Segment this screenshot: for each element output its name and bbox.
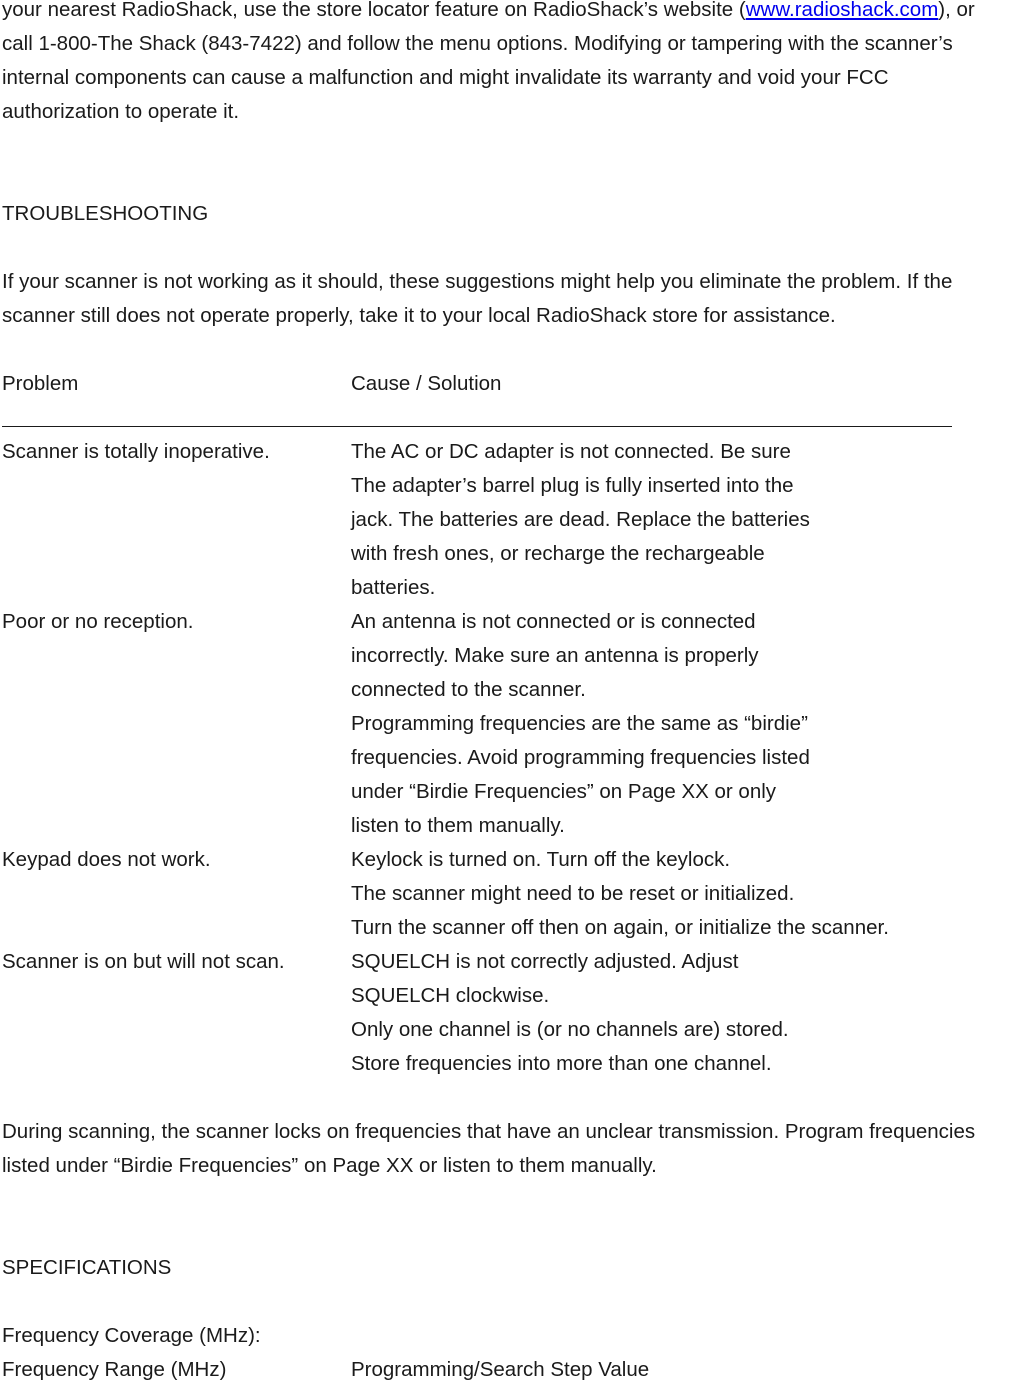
- frequency-coverage-label: Frequency Coverage (MHz):: [2, 1324, 261, 1347]
- intro-line-1: [2, 0, 975, 27]
- table-row-problem: Keypad does not work.: [2, 848, 211, 871]
- table-row-solution-line: batteries.: [351, 576, 436, 599]
- radioshack-website-link[interactable]: www.radioshack.com: [745, 0, 939, 21]
- troubleshooting-para-line-1: If your scanner is not working as it should, these suggestions might help you eliminate the problem. If the: [2, 270, 953, 293]
- intro-line-2: call 1-800-The Shack (843-7422) and follow the menu options. Modifying or tampering with the scanner’s: [2, 32, 953, 55]
- table-row-solution-line: Store frequencies into more than one channel.: [351, 1052, 772, 1075]
- table-row-solution-line: under “Birdie Frequencies” on Page XX or only: [351, 780, 777, 803]
- table-row-solution-line: listen to them manually.: [351, 814, 565, 837]
- table-header-solution: Cause / Solution: [351, 372, 502, 395]
- table-row-solution-line: incorrectly. Make sure an antenna is properly: [351, 644, 759, 667]
- table-row-solution-line: Turn the scanner off then on again, or initialize the scanner.: [351, 916, 889, 939]
- table-row-problem: Scanner is totally inoperative.: [2, 440, 270, 463]
- table-header-problem: Problem: [2, 372, 79, 395]
- intro-line-4: authorization to operate it.: [2, 100, 240, 123]
- intro-text-before-link: your nearest RadioShack, use the store locator feature on RadioShack’s website (: [2, 0, 746, 21]
- table-row-solution-line: Keylock is turned on. Turn off the keylock.: [351, 848, 731, 871]
- step-value-label: Programming/Search Step Value: [351, 1358, 650, 1381]
- table-row-solution-line: with fresh ones, or recharge the rechargeable: [351, 542, 765, 565]
- intro-line-3: internal components can cause a malfunction and might invalidate its warranty and void your FCC: [2, 66, 889, 89]
- table-row-solution-line: connected to the scanner.: [351, 678, 586, 701]
- table-row-problem: Poor or no reception.: [2, 610, 194, 633]
- table-row-solution-line: SQUELCH is not correctly adjusted. Adjust: [351, 950, 739, 973]
- table-row-solution-line: An antenna is not connected or is connected: [351, 610, 756, 633]
- scanning-note-line-2: listed under “Birdie Frequencies” on Page XX or listen to them manually.: [2, 1154, 657, 1177]
- table-row-solution-line: The scanner might need to be reset or initialized.: [351, 882, 795, 905]
- table-row-solution-line: The adapter’s barrel plug is fully inserted into the: [351, 474, 794, 497]
- intro-text-after-link: ), or: [938, 0, 975, 21]
- specifications-heading: SPECIFICATIONS: [2, 1256, 172, 1279]
- table-row-solution-line: Only one channel is (or no channels are) stored.: [351, 1018, 789, 1041]
- table-row-solution-line: Programming frequencies are the same as “birdie”: [351, 712, 808, 735]
- table-header-divider: [2, 426, 952, 427]
- table-row-problem: Scanner is on but will not scan.: [2, 950, 285, 973]
- table-row-solution-line: The AC or DC adapter is not connected. Be sure: [351, 440, 791, 463]
- troubleshooting-para-line-2: scanner still does not operate properly, take it to your local RadioShack store for assistance.: [2, 304, 836, 327]
- table-row-solution-line: jack. The batteries are dead. Replace the batteries: [351, 508, 810, 531]
- frequency-range-label: Frequency Range (MHz): [2, 1358, 227, 1381]
- table-row-solution-line: SQUELCH clockwise.: [351, 984, 550, 1007]
- troubleshooting-heading: TROUBLESHOOTING: [2, 202, 209, 225]
- scanning-note-line-1: During scanning, the scanner locks on frequencies that have an unclear transmission. Program frequencies: [2, 1120, 976, 1143]
- table-row-solution-line: frequencies. Avoid programming frequencies listed: [351, 746, 810, 769]
